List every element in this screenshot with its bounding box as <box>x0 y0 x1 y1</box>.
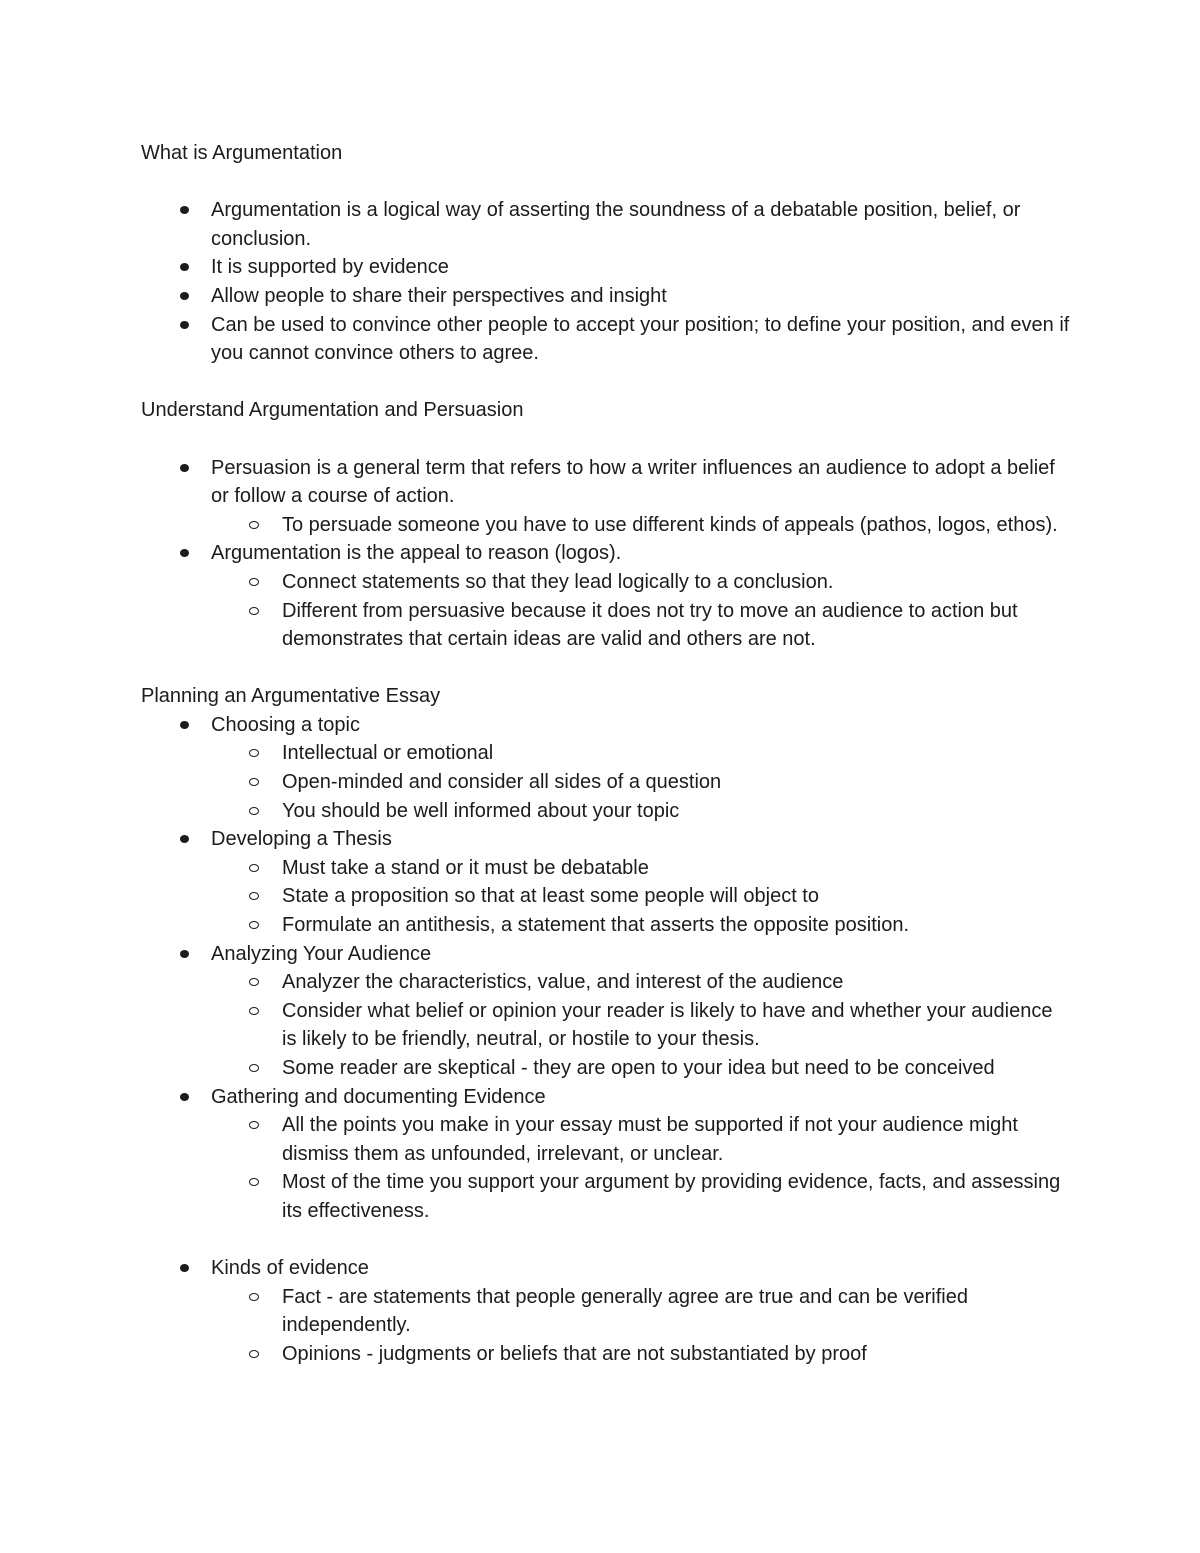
hollow-bullet-icon <box>249 778 259 786</box>
filled-bullet-icon <box>180 1093 189 1101</box>
list-item: Allow people to share their perspectives and insight <box>141 282 1071 311</box>
list-item: Argumentation is a logical way of asserting the soundness of a debatable position, belief, or conclusion. <box>141 196 1071 253</box>
sub-list-item: Analyzer the characteristics, value, and interest of the audience <box>211 968 1071 997</box>
sub-list-item: Consider what belief or opinion your reader is likely to have and whether your audience is likely to be friendly, neutral, or hostile to your thesis. <box>211 997 1071 1054</box>
hollow-bullet-icon <box>249 1350 259 1358</box>
sub-list-item: Connect statements so that they lead logically to a conclusion. <box>211 568 1071 597</box>
hollow-bullet-icon <box>249 1293 259 1301</box>
hollow-bullet-icon <box>249 1121 259 1129</box>
hollow-bullet-icon <box>249 921 259 929</box>
hollow-bullet-icon <box>249 892 259 900</box>
bullet-list <box>141 454 1071 654</box>
hollow-bullet-icon <box>249 1178 259 1186</box>
list-item: It is supported by evidence <box>141 253 1071 282</box>
list-item: Persuasion is a general term that refers to how a writer influences an audience to adopt a belief or follow a course of action. To persuade someone you have to use different kinds of appeals (pathos, logos, ethos). <box>141 454 1071 540</box>
filled-bullet-icon <box>180 206 189 214</box>
document-body <box>141 139 1071 1369</box>
filled-bullet-icon <box>180 321 189 329</box>
sub-list-item: To persuade someone you have to use different kinds of appeals (pathos, logos, ethos). <box>211 511 1071 540</box>
sub-list-item: State a proposition so that at least some people will object to <box>211 882 1071 911</box>
sub-list-item: Opinions - judgments or beliefs that are not substantiated by proof <box>211 1340 1071 1369</box>
heading-understand-argumentation: Understand Argumentation and Persuasion <box>141 399 524 422</box>
filled-bullet-icon <box>180 721 189 729</box>
filled-bullet-icon <box>180 263 189 271</box>
filled-bullet-icon <box>180 950 189 958</box>
hollow-bullet-icon <box>249 749 259 757</box>
sub-list-item: Fact - are statements that people generally agree are true and can be verified independently. <box>211 1283 1071 1340</box>
hollow-bullet-icon <box>249 807 259 815</box>
bullet-list <box>141 1254 1071 1368</box>
list-item: Gathering and documenting Evidence All the points you make in your essay must be supported if not your audience might dismiss them as unfounded, irrelevant, or unclear. Most of the time you support your argument by providing evidence, facts, and assessing its effectiveness. <box>141 1083 1071 1226</box>
sub-list-item: You should be well informed about your topic <box>211 797 1071 826</box>
sub-bullet-list <box>211 1111 1071 1225</box>
filled-bullet-icon <box>180 292 189 300</box>
hollow-bullet-icon <box>249 1007 259 1015</box>
list-item: Choosing a topic Intellectual or emotional Open-minded and consider all sides of a question You should be well informed about your topic <box>141 711 1071 825</box>
spacer <box>141 168 1071 197</box>
sub-list-item: Open-minded and consider all sides of a question <box>211 768 1071 797</box>
spacer <box>141 368 1071 397</box>
sub-list-item: All the points you make in your essay must be supported if not your audience might dismiss them as unfounded, irrelevant, or unclear. <box>211 1111 1071 1168</box>
hollow-bullet-icon <box>249 864 259 872</box>
sub-bullet-list <box>211 1283 1071 1369</box>
list-item: Developing a Thesis Must take a stand or it must be debatable State a proposition so that at least some people will object to Formulate an antithesis, a statement that asserts the opposite position. <box>141 825 1071 939</box>
heading-what-is-argumentation: What is Argumentation <box>141 142 343 164</box>
hollow-bullet-icon <box>249 978 259 986</box>
bullet-list <box>141 196 1071 368</box>
filled-bullet-icon <box>180 1264 189 1272</box>
list-item: Kinds of evidence Fact - are statements that people generally agree are true and can be verified independently. Opinions - judgments or beliefs that are not substantiated by proof <box>141 1254 1071 1368</box>
list-item: Argumentation is the appeal to reason (logos). Connect statements so that they lead logically to a conclusion. Different from persuasive because it does not try to move an audience to action but demonstrates that certain ideas are valid and others are not. <box>141 539 1071 653</box>
sub-bullet-list <box>211 739 1071 825</box>
spacer <box>141 425 1071 454</box>
sub-list-item: Different from persuasive because it does not try to move an audience to action but demonstrates that certain ideas are valid and others are not. <box>211 597 1071 654</box>
filled-bullet-icon <box>180 549 189 557</box>
filled-bullet-icon <box>180 835 189 843</box>
sub-bullet-list <box>211 511 1071 540</box>
spacer <box>141 654 1071 683</box>
sub-bullet-list <box>211 854 1071 940</box>
list-item: Analyzing Your Audience Analyzer the characteristics, value, and interest of the audience Consider what belief or opinion your reader is likely to have and whether your audience is likely to be friendly, neutral, or hostile to your thesis. Some reader are skeptical - they are open to your idea but need to be conceived <box>141 940 1071 1083</box>
hollow-bullet-icon <box>249 521 259 529</box>
sub-bullet-list <box>211 568 1071 654</box>
hollow-bullet-icon <box>249 1064 259 1072</box>
hollow-bullet-icon <box>249 607 259 615</box>
sub-bullet-list <box>211 968 1071 1082</box>
sub-list-item: Most of the time you support your argument by providing evidence, facts, and assessing its effectiveness. <box>211 1168 1071 1225</box>
filled-bullet-icon <box>180 464 189 472</box>
heading-planning-essay: Planning an Argumentative Essay <box>141 685 441 708</box>
spacer <box>141 1226 1071 1255</box>
list-item: Can be used to convince other people to accept your position; to define your position, and even if you cannot convince others to agree. <box>141 311 1071 368</box>
sub-list-item: Must take a stand or it must be debatable <box>211 854 1071 883</box>
sub-list-item: Some reader are skeptical - they are open to your idea but need to be conceived <box>211 1054 1071 1083</box>
sub-list-item: Formulate an antithesis, a statement that asserts the opposite position. <box>211 911 1071 940</box>
hollow-bullet-icon <box>249 578 259 586</box>
bullet-list <box>141 711 1071 1226</box>
sub-list-item: Intellectual or emotional <box>211 739 1071 768</box>
